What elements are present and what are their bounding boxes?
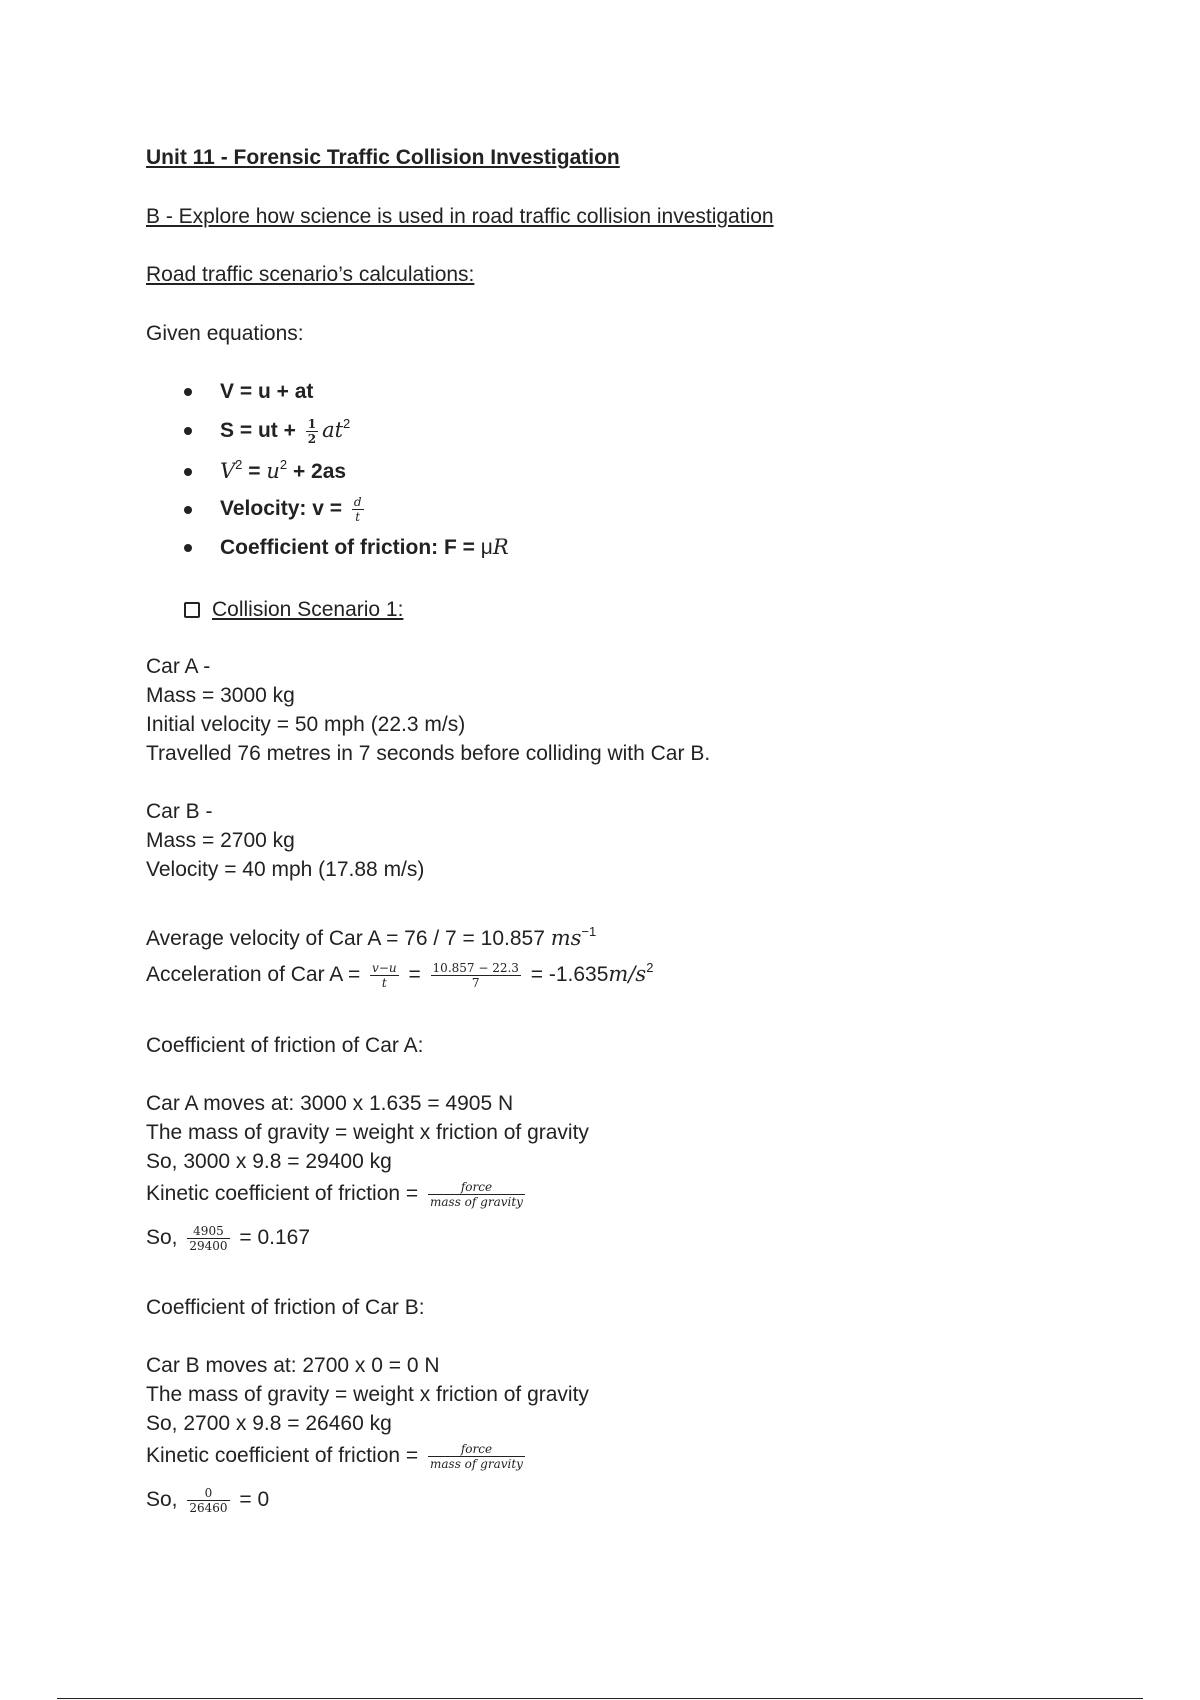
page-footer-divider	[57, 1698, 1143, 1699]
friction-b-mass-gravity: The mass of gravity = weight x friction of gravity	[146, 1383, 589, 1406]
exponent: −1	[581, 924, 597, 939]
bullet-icon	[184, 544, 192, 552]
equation-item-5	[184, 534, 509, 561]
equation-text: + 2as	[287, 460, 347, 483]
fraction-denominator: t	[381, 975, 387, 990]
fraction	[431, 962, 521, 989]
average-velocity-text: Average velocity of Car A = 76 / 7 = 10.857	[146, 927, 551, 950]
exponent: 2	[235, 457, 243, 472]
fraction-denominator: mass of gravity	[430, 1457, 523, 1471]
kinetic-text: Kinetic coefficient of friction =	[146, 1182, 425, 1206]
friction-b-so-calc: So, 2700 x 9.8 = 26460 kg	[146, 1412, 392, 1435]
fraction-numerator: d	[353, 495, 362, 509]
friction-a-heading: Coefficient of friction of Car A:	[146, 1034, 424, 1057]
car-b-heading: Car B -	[146, 800, 213, 823]
equation-item-1	[184, 379, 313, 405]
document-subtitle: B - Explore how science is used in road traffic collision investigation	[146, 205, 774, 228]
fraction-denominator: 29400	[189, 1239, 228, 1253]
result-text: = 0	[233, 1488, 270, 1512]
unit: m/s	[608, 962, 647, 986]
fraction-denominator: t	[355, 510, 361, 524]
bullet-icon	[184, 506, 192, 514]
car-a-mass: Mass = 3000 kg	[146, 684, 295, 707]
scenario-label: Collision Scenario 1:	[212, 598, 404, 621]
fraction-denominator: 26460	[189, 1501, 228, 1515]
exponent: 2	[343, 416, 351, 431]
mu-symbol: μ	[480, 536, 493, 559]
fraction-denominator: 2	[307, 431, 317, 446]
fraction-numerator: force	[428, 1181, 525, 1195]
fraction-denominator: mass of gravity	[430, 1195, 523, 1209]
fraction-numerator: 0	[187, 1487, 229, 1501]
result-text: = 0.167	[233, 1226, 311, 1250]
kinetic-text: Kinetic coefficient of friction =	[146, 1444, 425, 1468]
friction-b-result	[146, 1487, 269, 1514]
acceleration-line	[146, 961, 653, 989]
equation-text: S = ut +	[220, 419, 302, 442]
equation-text: Velocity: v =	[220, 497, 348, 521]
fraction-denominator: 7	[471, 975, 480, 990]
fraction	[306, 418, 318, 445]
section-heading: Road traffic scenario’s calculations:	[146, 263, 475, 286]
car-a-initial-velocity: Initial velocity = 50 mph (22.3 m/s)	[146, 713, 466, 736]
friction-b-heading: Coefficient of friction of Car B:	[146, 1296, 425, 1319]
average-velocity-line	[146, 925, 596, 952]
fraction-numerator: v−u	[372, 960, 397, 975]
fraction-numerator: force	[428, 1443, 525, 1457]
equation-text: Coefficient of friction: F =	[220, 536, 481, 559]
equals-sign: =	[402, 963, 427, 986]
friction-a-so-calc: So, 3000 x 9.8 = 29400 kg	[146, 1150, 392, 1173]
exponent: 2	[646, 960, 654, 975]
checkbox[interactable]	[184, 602, 200, 618]
so-text: So,	[146, 1226, 184, 1250]
fraction	[352, 496, 364, 523]
car-b-mass: Mass = 2700 kg	[146, 829, 295, 852]
fraction	[370, 962, 399, 989]
fraction	[187, 1487, 229, 1514]
equation-variable: u	[266, 459, 280, 483]
fraction-numerator: 10.857 − 22.3	[432, 960, 519, 975]
car-a-heading: Car A -	[146, 655, 211, 678]
car-a-travel: Travelled 76 metres in 7 seconds before colliding with Car B.	[146, 742, 711, 765]
equation-item-4	[184, 496, 368, 523]
friction-b-moves: Car B moves at: 2700 x 0 = 0 N	[146, 1354, 440, 1377]
bullet-icon	[184, 388, 192, 396]
acceleration-result: = -1.635	[524, 963, 609, 986]
bullet-icon	[184, 427, 192, 435]
car-b-velocity: Velocity = 40 mph (17.88 m/s)	[146, 858, 425, 881]
document-title: Unit 11 - Forensic Traffic Collision Investigation	[146, 146, 620, 169]
scenario-checklist-item[interactable]	[184, 597, 403, 623]
friction-a-mass-gravity: The mass of gravity = weight x friction of gravity	[146, 1121, 589, 1144]
exponent: 2	[279, 457, 288, 472]
bullet-icon	[184, 468, 192, 476]
fraction-numerator: 1	[307, 416, 317, 431]
friction-b-kinetic	[146, 1443, 529, 1470]
equation-text: =	[242, 460, 267, 483]
friction-a-kinetic	[146, 1181, 529, 1208]
equation-item-2	[184, 417, 350, 445]
equation-variable: at	[322, 418, 344, 442]
given-equations-label: Given equations:	[146, 322, 304, 345]
so-text: So,	[146, 1488, 184, 1512]
friction-a-result	[146, 1225, 310, 1252]
friction-a-moves: Car A moves at: 3000 x 1.635 = 4905 N	[146, 1092, 514, 1115]
equation-variable: R	[492, 535, 509, 559]
equation-item-3	[184, 458, 346, 485]
unit: ms	[550, 926, 582, 950]
fraction	[428, 1443, 525, 1470]
acceleration-text: Acceleration of Car A =	[146, 963, 367, 986]
fraction-numerator: 4905	[187, 1225, 229, 1239]
equation-variable: V	[220, 459, 236, 483]
fraction	[428, 1181, 525, 1208]
equation-text: V = u + at	[220, 380, 314, 403]
fraction	[187, 1225, 229, 1252]
